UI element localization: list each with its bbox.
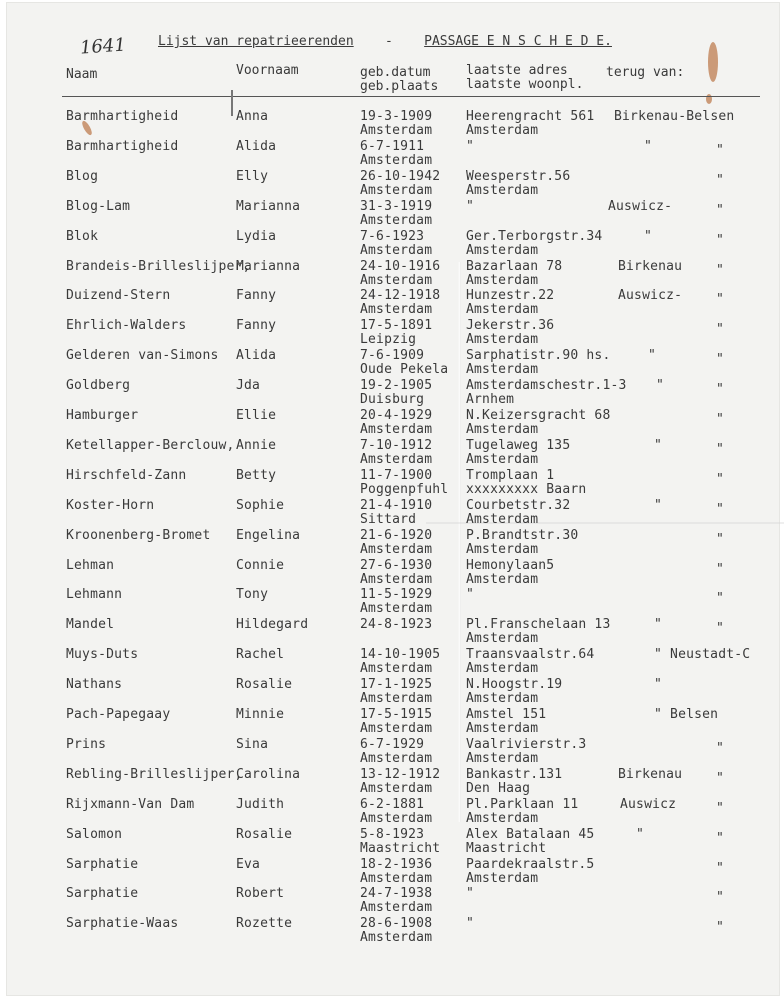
ditto-mark: ": [716, 502, 725, 517]
person-first-name: Ellie: [236, 408, 277, 423]
person-first-name: Rosalie: [236, 827, 293, 842]
person-first-name: Marianna: [236, 199, 301, 214]
address-city: Amsterdam: [466, 542, 539, 557]
address-city: Amsterdam: [466, 751, 539, 766]
address-city: Amsterdam: [466, 183, 539, 198]
person-first-name: Betty: [236, 468, 277, 483]
birth-place: Amsterdam: [360, 811, 433, 826]
birth-place: Amsterdam: [360, 542, 433, 557]
person-first-name: Jda: [236, 378, 261, 393]
birth-place: Amsterdam: [360, 781, 433, 796]
header-rule: [62, 96, 760, 97]
ditto-mark: ": [716, 143, 725, 158]
header-birth-place: geb.plaats: [360, 79, 439, 94]
person-first-name: Judith: [236, 797, 285, 812]
person-surname: Salomon: [66, 827, 123, 842]
birth-date: 20-4-1929: [360, 408, 433, 423]
person-surname: Barmhartigheid: [66, 139, 179, 154]
person-first-name: Hildegard: [236, 617, 309, 632]
person-surname: Lehman: [66, 558, 115, 573]
address-street: Heerengracht 561: [466, 109, 595, 124]
birth-place: Amsterdam: [360, 601, 433, 616]
person-surname: Lehmann: [66, 587, 123, 602]
person-first-name: Alida: [236, 348, 277, 363]
person-first-name: Robert: [236, 886, 285, 901]
column-tick: [231, 90, 233, 116]
ditto-mark: ": [716, 472, 725, 487]
birth-place: Amsterdam: [360, 871, 433, 886]
ditto-mark: ": [716, 801, 725, 816]
birth-place: Amsterdam: [360, 273, 433, 288]
returned-from: ": [644, 229, 653, 244]
birth-place: Amsterdam: [360, 572, 433, 587]
address-street: ": [466, 139, 475, 154]
address-city: Amsterdam: [466, 572, 539, 587]
person-first-name: Rozette: [236, 916, 293, 931]
address-street: Traansvaalstr.64: [466, 647, 595, 662]
address-city: Amsterdam: [466, 811, 539, 826]
ditto-mark: ": [716, 173, 725, 188]
birth-date: 31-3-1919: [360, 199, 433, 214]
birth-place: Amsterdam: [360, 422, 433, 437]
birth-place: Amsterdam: [360, 751, 433, 766]
birth-date: 24-7-1938: [360, 886, 433, 901]
address-street: Tromplaan 1: [466, 468, 555, 483]
address-street: Amstel 151: [466, 707, 547, 722]
address-street: Tugelaweg 135: [466, 438, 571, 453]
header-returned-from: terug van:: [606, 65, 685, 80]
person-surname: Duizend-Stern: [66, 288, 171, 303]
person-surname: Muys-Duts: [66, 647, 139, 662]
title-passage: PASSAGE E N S C H E D E.: [424, 34, 612, 49]
person-first-name: Fanny: [236, 288, 277, 303]
birth-place: Amsterdam: [360, 123, 433, 138]
ditto-mark: ": [716, 203, 725, 218]
birth-date: 14-10-1905: [360, 647, 441, 662]
birth-place: Maastricht: [360, 841, 441, 856]
ditto-mark: ": [716, 292, 725, 307]
ditto-mark: ": [716, 771, 725, 786]
address-city: Amsterdam: [466, 243, 539, 258]
person-surname: Ketellapper-Berclouw,: [66, 438, 235, 453]
birth-place: Amsterdam: [360, 930, 433, 945]
person-surname: Blog-Lam: [66, 199, 131, 214]
returned-from: ": [656, 378, 665, 393]
person-surname: Barmhartigheid: [66, 109, 179, 124]
fold-crease: [458, 262, 461, 822]
birth-place: Oude Pekela: [360, 362, 449, 377]
returned-from: Birkenau: [618, 767, 683, 782]
rust-stain: [708, 42, 718, 82]
person-surname: Goldberg: [66, 378, 131, 393]
returned-from: ": [644, 139, 653, 154]
address-street: Pl.Parklaan 11: [466, 797, 579, 812]
address-street: Vaalrivierstr.3: [466, 737, 587, 752]
person-surname: Sarphatie: [66, 886, 139, 901]
address-city: Amsterdam: [466, 302, 539, 317]
birth-date: 18-2-1936: [360, 857, 433, 872]
birth-date: 6-7-1911: [360, 139, 425, 154]
returned-from: " Neustadt-C: [654, 647, 751, 662]
birth-place: Amsterdam: [360, 302, 433, 317]
person-surname: Prins: [66, 737, 107, 752]
address-street: Paardekraalstr.5: [466, 857, 595, 872]
birth-place: Amsterdam: [360, 661, 433, 676]
address-street: P.Brandtstr.30: [466, 528, 579, 543]
address-street: Courbetstr.32: [466, 498, 571, 513]
birth-date: 6-2-1881: [360, 797, 425, 812]
person-surname: Ehrlich-Walders: [66, 318, 187, 333]
address-street: Hemonylaan5: [466, 558, 555, 573]
person-first-name: Anna: [236, 109, 269, 124]
birth-place: Amsterdam: [360, 153, 433, 168]
handwritten-number: 1641: [79, 34, 127, 59]
returned-from: " Belsen: [654, 707, 719, 722]
address-city: Amsterdam: [466, 452, 539, 467]
birth-place: Amsterdam: [360, 452, 433, 467]
ditto-mark: ": [716, 831, 725, 846]
header-last-address: laatste adres: [466, 63, 568, 78]
person-surname: Blok: [66, 229, 99, 244]
ditto-mark: ": [716, 382, 725, 397]
birth-place: Amsterdam: [360, 183, 433, 198]
person-first-name: Rosalie: [236, 677, 293, 692]
address-city: Arnhem: [466, 392, 515, 407]
person-surname: Kroonenberg-Bromet: [66, 528, 211, 543]
header-last-residence: laatste woonpl.: [466, 77, 584, 92]
returned-from: ": [654, 498, 663, 513]
address-street: Jekerstr.36: [466, 318, 555, 333]
birth-date: 26-10-1942: [360, 169, 441, 184]
returned-from: ": [636, 827, 645, 842]
birth-date: 19-3-1909: [360, 109, 433, 124]
birth-date: 7-6-1923: [360, 229, 425, 244]
birth-date: 17-1-1925: [360, 677, 433, 692]
returned-from: ": [654, 617, 663, 632]
person-surname: Rijxmann-Van Dam: [66, 797, 195, 812]
address-street: Sarphatistr.90 hs.: [466, 348, 611, 363]
birth-place: Amsterdam: [360, 900, 433, 915]
person-surname: Sarphatie: [66, 857, 139, 872]
person-surname: Koster-Horn: [66, 498, 155, 513]
person-first-name: Fanny: [236, 318, 277, 333]
address-city: Den Haag: [466, 781, 531, 796]
person-first-name: Tony: [236, 587, 269, 602]
ditto-mark: ": [716, 741, 725, 756]
title-list: Lijst van repatrieerenden: [158, 34, 354, 49]
ditto-mark: ": [716, 591, 725, 606]
address-city: Amsterdam: [466, 332, 539, 347]
person-surname: Mandel: [66, 617, 115, 632]
person-first-name: Carolina: [236, 767, 301, 782]
address-city: Amsterdam: [466, 661, 539, 676]
birth-date: 19-2-1905: [360, 378, 433, 393]
person-first-name: Lydia: [236, 229, 277, 244]
person-first-name: Minnie: [236, 707, 285, 722]
birth-date: 13-12-1912: [360, 767, 441, 782]
address-city: Amsterdam: [466, 273, 539, 288]
address-street: Bankastr.131: [466, 767, 563, 782]
birth-date: 24-12-1918: [360, 288, 441, 303]
ditto-mark: ": [716, 532, 725, 547]
ditto-mark: ": [716, 442, 725, 457]
header-first-name: Voornaam: [236, 63, 299, 78]
address-city: Amsterdam: [466, 362, 539, 377]
address-street: ": [466, 199, 475, 214]
returned-from: ": [648, 348, 657, 363]
address-street: Alex Batalaan 45: [466, 827, 595, 842]
address-street: Hunzestr.22: [466, 288, 555, 303]
person-surname: Hirschfeld-Zann: [66, 468, 187, 483]
address-city: Amsterdam: [466, 691, 539, 706]
birth-place: Amsterdam: [360, 243, 433, 258]
address-city: xxxxxxxxx Baarn: [466, 482, 587, 497]
birth-date: 5-8-1923: [360, 827, 425, 842]
person-first-name: Rachel: [236, 647, 285, 662]
page-title: [158, 34, 612, 49]
ditto-mark: ": [716, 322, 725, 337]
person-surname: Blog: [66, 169, 99, 184]
birth-date: 27-6-1930: [360, 558, 433, 573]
birth-place: Poggenpfuhl: [360, 482, 449, 497]
birth-place: Amsterdam: [360, 721, 433, 736]
birth-place: Sittard: [360, 512, 417, 527]
person-surname: Rebling-Brilleslijper,: [66, 767, 243, 782]
birth-date: 7-6-1909: [360, 348, 425, 363]
birth-date: 11-5-1929: [360, 587, 433, 602]
birth-date: 11-7-1900: [360, 468, 433, 483]
birth-date: 17-5-1915: [360, 707, 433, 722]
birth-date: 17-5-1891: [360, 318, 433, 333]
address-street: ": [466, 587, 475, 602]
ditto-mark: ": [716, 233, 725, 248]
header-name: Naam: [66, 67, 98, 82]
address-city: Amsterdam: [466, 871, 539, 886]
birth-place: Amsterdam: [360, 691, 433, 706]
person-first-name: Annie: [236, 438, 277, 453]
person-first-name: Connie: [236, 558, 285, 573]
person-surname: Gelderen van-Simons: [66, 348, 219, 363]
person-surname: Sarphatie-Waas: [66, 916, 179, 931]
ditto-mark: ": [716, 562, 725, 577]
address-street: N.Keizersgracht 68: [466, 408, 611, 423]
birth-date: 21-4-1910: [360, 498, 433, 513]
returned-from: Birkenau: [618, 259, 683, 274]
birth-date: 21-6-1920: [360, 528, 433, 543]
ditto-mark: ": [716, 263, 725, 278]
ditto-mark: ": [716, 352, 725, 367]
birth-date: 7-10-1912: [360, 438, 433, 453]
person-surname: Nathans: [66, 677, 123, 692]
person-surname: Brandeis-Brilleslijper,: [66, 259, 251, 274]
birth-place: Leipzig: [360, 332, 417, 347]
address-street: Weesperstr.56: [466, 169, 571, 184]
address-city: Amsterdam: [466, 721, 539, 736]
returned-from: Auswicz: [620, 797, 677, 812]
person-first-name: Marianna: [236, 259, 301, 274]
address-street: ": [466, 916, 475, 931]
address-city: Amsterdam: [466, 512, 539, 527]
person-first-name: Sina: [236, 737, 269, 752]
address-city: Amsterdam: [466, 123, 539, 138]
returned-from: ": [654, 438, 663, 453]
returned-from: Auswicz-: [618, 288, 683, 303]
person-first-name: Elly: [236, 169, 269, 184]
ditto-mark: ": [716, 861, 725, 876]
birth-date: 24-8-1923: [360, 617, 433, 632]
returned-from: ": [654, 677, 663, 692]
person-first-name: Engelina: [236, 528, 301, 543]
title-dash: -: [384, 34, 393, 49]
ditto-mark: ": [716, 920, 725, 935]
returned-from: Auswicz-: [608, 199, 673, 214]
ditto-mark: ": [716, 890, 725, 905]
birth-place: Amsterdam: [360, 213, 433, 228]
person-first-name: Alida: [236, 139, 277, 154]
birth-date: 24-10-1916: [360, 259, 441, 274]
address-street: Ger.Terborgstr.34: [466, 229, 603, 244]
person-surname: Hamburger: [66, 408, 139, 423]
address-street: N.Hoogstr.19: [466, 677, 563, 692]
header-birth-date: geb.datum: [360, 65, 431, 80]
birth-date: 6-7-1929: [360, 737, 425, 752]
birth-place: Duisburg: [360, 392, 425, 407]
address-street: Amsterdamschestr.1-3: [466, 378, 627, 393]
address-city: Maastricht: [466, 841, 547, 856]
returned-from: Birkenau-Belsen: [614, 109, 735, 124]
ditto-mark: ": [716, 621, 725, 636]
person-first-name: Sophie: [236, 498, 285, 513]
address-city: Amsterdam: [466, 422, 539, 437]
birth-date: 28-6-1908: [360, 916, 433, 931]
address-street: ": [466, 886, 475, 901]
address-street: Bazarlaan 78: [466, 259, 563, 274]
person-first-name: Eva: [236, 857, 261, 872]
address-city: Amsterdam: [466, 631, 539, 646]
address-street: Pl.Franschelaan 13: [466, 617, 611, 632]
person-surname: Pach-Papegaay: [66, 707, 171, 722]
ditto-mark: ": [716, 412, 725, 427]
